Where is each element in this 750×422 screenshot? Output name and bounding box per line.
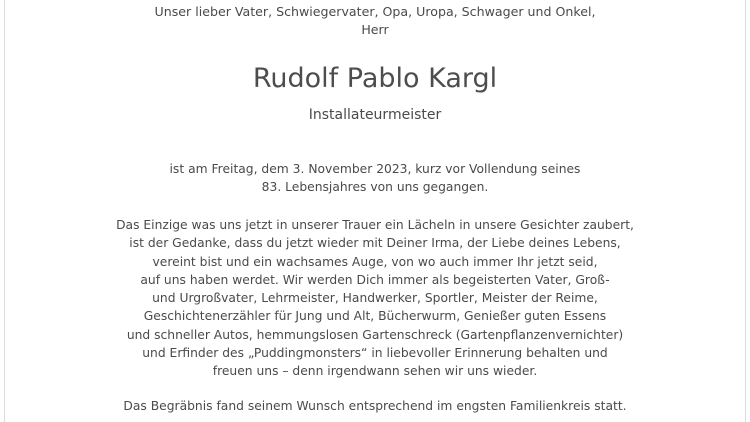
tribute-line: und Urgroßvater, Lehrmeister, Handwerker, Sportler, Meister der Reime, (152, 291, 598, 306)
tribute-line: vereint bist und ein wachsames Auge, von wo auch immer Ihr jetzt seid, (152, 254, 598, 269)
intro-line-relations: Unser lieber Vater, Schwiegervater, Opa, Uropa, Schwager und Onkel, (154, 4, 596, 19)
intro-line-salutation: Herr (361, 22, 389, 37)
tribute-line: Das Einzige was uns jetzt in unserer Trauer ein Lächeln in unsere Gesichter zaubert, (116, 218, 634, 232)
deceased-profession: Installateurmeister (308, 107, 442, 123)
tribute-line: und Erfinder des „Puddingmonsters“ in liebevoller Erinnerung behalten und (142, 346, 608, 361)
tribute-line: Geschichtenerzähler für Jung und Alt, Bücherwurm, Genießer guten Essens (143, 309, 607, 324)
funeral-note (0, 397, 750, 415)
tribute-line: freuen uns – denn irgendwann sehen wir uns wieder. (212, 364, 538, 379)
deceased-name: Rudolf Pablo Kargl (252, 63, 498, 94)
funeral-line: Das Begräbnis fand seinem Wunsch entsprechend im engsten Familienkreis statt. (123, 399, 627, 413)
death-announcement (0, 160, 750, 197)
death-line: 83. Lebensjahres von uns gegangen. (261, 180, 489, 195)
tribute-line: ist der Gedanke, dass du jetzt wieder mit Deiner Irma, der Liebe deines Lebens, (129, 236, 621, 251)
intro-text (0, 3, 750, 39)
death-line: ist am Freitag, dem 3. November 2023, kurz vor Vollendung seines (169, 162, 581, 176)
tribute-paragraph (0, 216, 750, 381)
tribute-line: auf uns haben werdet. Wir werden Dich immer als begeisterten Vater, Groß- (140, 272, 610, 287)
tribute-line: und schneller Autos, hemmungslosen Gartenschreck (Gartenpflanzenvernichter) (126, 327, 624, 342)
